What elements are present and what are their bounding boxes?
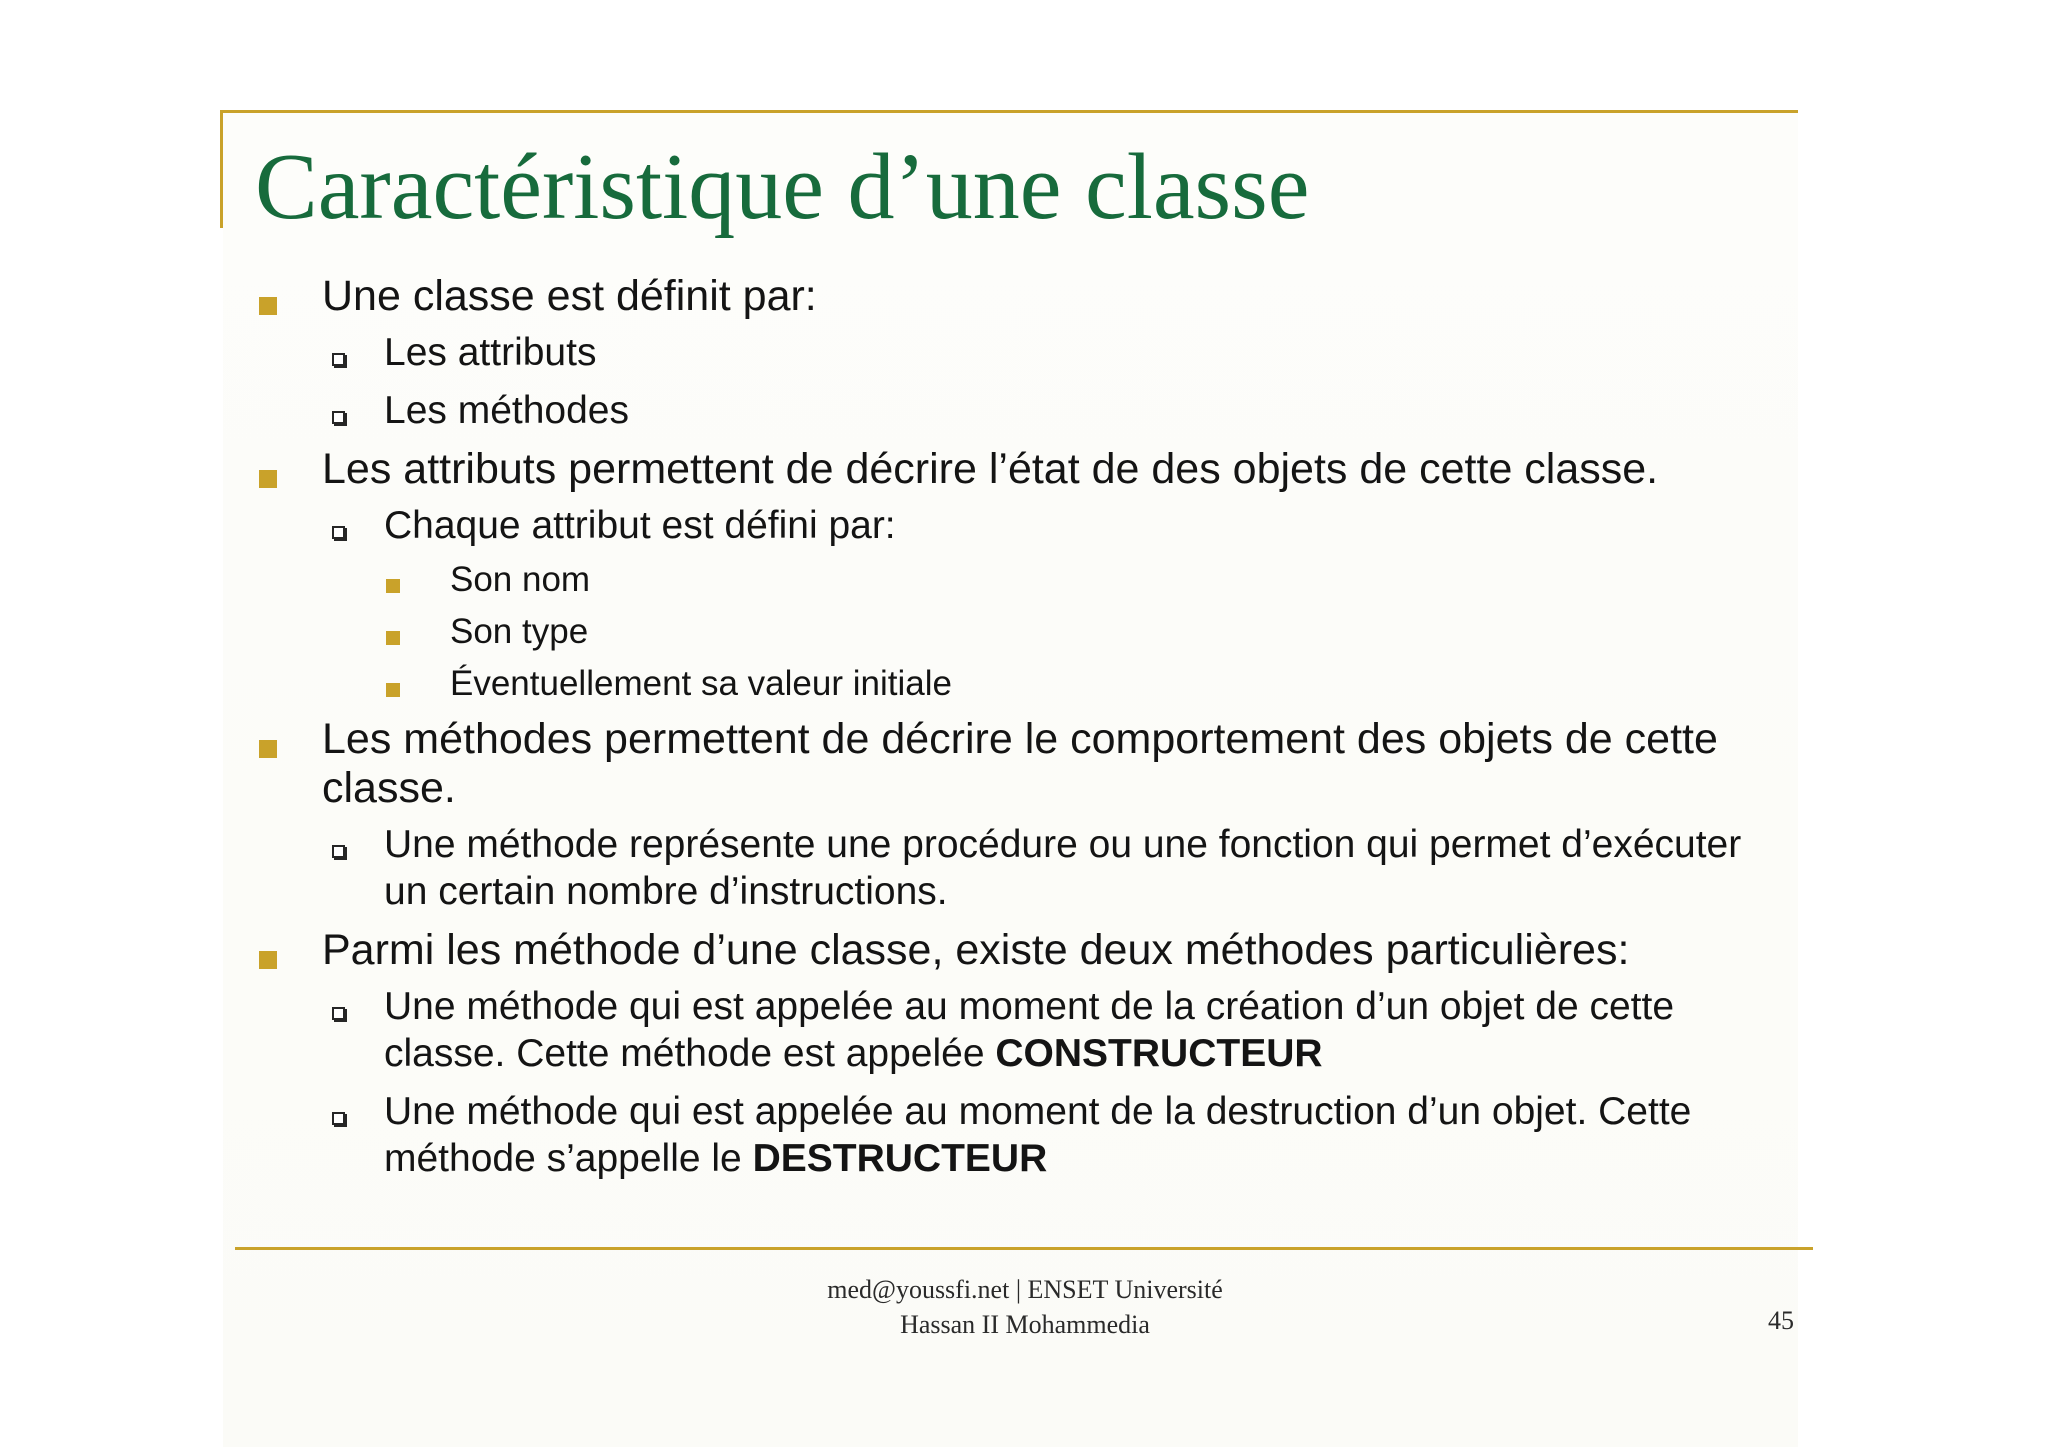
hollow-square-bullet-icon [332,1112,345,1125]
sub-bullet-plain-text: Une méthode qui est appelée au moment de la création d’un objet de cette classe. Cette méthode est appelée [384,985,1675,1075]
bullet-item [250,715,1790,915]
bullet-text: Les méthodes permettent de décrire le comportement des objets de cette classe. [322,715,1718,812]
bullet-text: Une classe est définit par: [322,272,817,320]
sub-bullet-text: Chaque attribut est défini par: [384,504,896,547]
sub-sub-bullet-list [380,559,1790,704]
square-bullet-icon [259,740,277,758]
square-bullet-icon [386,631,400,645]
constructor-keyword: CONSTRUCTEUR [995,1032,1323,1075]
hollow-square-bullet-icon [332,845,345,858]
title-left-rule [220,110,223,228]
hollow-square-bullet-icon [332,526,345,539]
sub-bullet-plain-text: Une méthode qui est appelée au moment de la destruction d’un objet. Cette méthode s’appelle le [384,1090,1692,1180]
bullet-text: Parmi les méthode d’une classe, existe deux méthodes particulières: [322,926,1630,974]
sub-bullet-item [314,502,1790,704]
sub-sub-bullet-text: Son type [450,612,589,651]
sub-bullet-list [314,983,1790,1182]
sub-bullet-item [314,1088,1790,1182]
hollow-square-bullet-icon [332,411,345,424]
sub-sub-bullet-item [380,611,1790,652]
square-bullet-icon [386,683,400,697]
destructor-keyword: DESTRUCTEUR [752,1137,1048,1180]
bullet-list [250,272,1790,1182]
footer-line-2: Hassan II Mohammedia [900,1310,1150,1339]
sub-bullet-item [314,821,1790,915]
hollow-square-bullet-icon [332,1007,345,1020]
sub-bullet-item [314,329,1790,376]
sub-sub-bullet-text: Éventuellement sa valeur initiale [450,664,952,703]
bullet-item [250,445,1790,704]
sub-bullet-text [384,1088,1790,1182]
footer [700,1272,1350,1342]
sub-bullet-list [314,821,1790,915]
slide-title: Caractéristique d’une classe [255,135,1310,239]
sub-bullet-item [314,387,1790,434]
sub-sub-bullet-item [380,663,1790,704]
sub-bullet-list [314,329,1790,434]
square-bullet-icon [386,579,400,593]
bullet-text: Les attributs permettent de décrire l’état de des objets de cette classe. [322,445,1659,493]
square-bullet-icon [259,470,277,488]
bullet-item [250,926,1790,1182]
sub-sub-bullet-item [380,559,1790,600]
title-top-rule [220,110,1798,113]
sub-bullet-item [314,983,1790,1077]
sub-bullet-text: Les méthodes [384,389,629,432]
sub-bullet-text [384,983,1790,1077]
sub-sub-bullet-text: Son nom [450,560,591,599]
page-number: 45 [1768,1306,1794,1335]
footer-line-1: med@youssfi.net | ENSET Université [827,1275,1223,1304]
sub-bullet-text: Une méthode représente une procédure ou une fonction qui permet d’exécuter un certain nombre d’instructions. [384,823,1742,913]
sub-bullet-list [314,502,1790,704]
square-bullet-icon [259,951,277,969]
bullet-item [250,272,1790,434]
sub-bullet-text: Les attributs [384,331,597,374]
hollow-square-bullet-icon [332,353,345,366]
square-bullet-icon [259,297,277,315]
footer-rule [235,1247,1813,1250]
